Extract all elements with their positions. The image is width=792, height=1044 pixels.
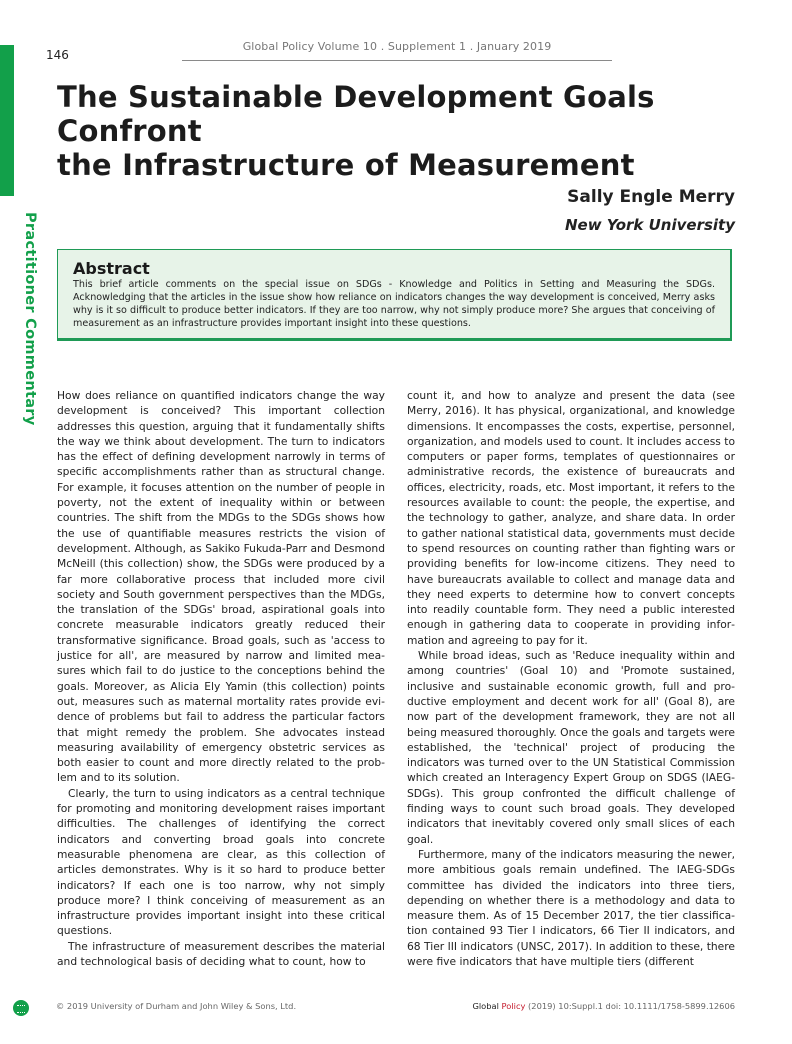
doi-citation: (2019) 10:Suppl.1 doi: 10.1111/1758-5899.12606: [525, 1001, 735, 1011]
author-affiliation: New York University: [564, 216, 735, 234]
abstract-box: [57, 249, 732, 341]
abstract-text: This brief article comments on the special issue on SDGs - Knowledge and Politics in Setting and Measuring the SDGs. Acknowledging that the articles in the issue show how reliance on indicators changes the way development is conceived, Merry asks why is it so difficult to produce better indicators. If they are too narrow, why not simply produce more? She argues that conceiving of measurement as an infrastructure provides important insight into these questions.: [73, 279, 715, 329]
paragraph: count it, and how to analyze and present the data (see Merry, 2016). It has physical, organizational, and knowledge dimensions. It encompasses the costs, expertise, personnel, organization, and models used to count. It includes access to computers or paper forms, templates of questionnaires or administrative records, the existence of bureaucrats and offices, electricity, roads, etc. Most important, it refers to the resources available to count: the people, the expertise, and the technology to gather, analyze, and share data. In order to gather national statistical data, governments must decide to spend resources on counting rather than fighting wars or providing benefits for low-income citizens. They need to have bureaucrats available to collect and manage data and they need experts to determine how to convert concepts into readily countable form. They need a public interested enough in gathering data to cooperate in providing information and agreeing to pay for it.: [407, 389, 735, 647]
copyright-notice: © 2019 University of Durham and John Wiley & Sons, Ltd.: [56, 1001, 297, 1011]
running-header: Global Policy Volume 10 . Supplement 1 . January 2019: [242, 40, 552, 53]
journal-name-policy: Policy: [501, 1001, 526, 1011]
body-column-right: [407, 388, 735, 969]
header-rule: [182, 60, 612, 61]
paragraph: How does reliance on quantified indicators change the way development is conceived? This important collection addresses this question, arguing that it fundamentally shifts the way we think about development. The turn to indicators has the effect of defining development narrowly in terms of specific accomplishments rather than as structural change. For example, it focuses attention on the number of people in poverty, not the extent of inequality within or between countries. The shift from the MDGs to the SDGs shows how the use of quantifiable measures restricts the vision of development. Although, as Sakiko Fukuda-Parr and Desmond McNeill (this collection) show, the SDGs were produced by a far more collaborative process that included more civil society and South government perspectives than the MDGs, the translation of the SDGs' broad, aspirational goals into concrete measurable indicators greatly reduced their transformative significance. Broad goals, such as 'access to justice for all', are measured by narrow and limited measures which fail to do justice to the conceptions behind the goals. Moreover, as Alicia Ely Yamin (this collection) points out, measures such as maternal mortality rates provide evidence of problems but fail to address the particular factors that might remedy the problem. She advocates instead measuring availability of emergency obstetric services as both easier to count and more directly related to the problem and to its solution.: [57, 389, 385, 785]
title-line-1: The Sustainable Development Goals Confront: [57, 80, 655, 148]
paragraph: Furthermore, many of the indicators measuring the newer, more ambitious goals remain undefined. The IAEG-SDGs committee has divided the indicators into three tiers, depending on whether there is a methodology and data to measure them. As of 15 December 2017, the tier classification contained 93 Tier I indicators, 66 Tier II indicators, and 68 Tier III indicators (UNSC, 2017). In addition to these, there were five indicators that have multiple tiers (different: [407, 847, 735, 968]
page-number: 146: [46, 48, 69, 62]
author-name: Sally Engle Merry: [567, 187, 735, 207]
paragraph: The infrastructure of measurement describes the material and technological basis of deciding what to count, how to: [57, 939, 385, 968]
open-access-icon: [13, 1000, 29, 1016]
title-line-2: the Infrastructure of Measurement: [57, 148, 635, 182]
journal-name-global: Global: [472, 1001, 499, 1011]
abstract-heading: Abstract: [73, 259, 150, 278]
article-title: [57, 80, 757, 182]
paragraph: While broad ideas, such as 'Reduce inequality within and among countries' (Goal 10) and 'Promote sustained, inclusive and sustainable economic growth, full and productive employment and decent work for all' (Goal 8), are now part of the development framework, they are not all being measured thoroughly. Once the goals and targets were established, the 'technical' project of producing the indicators was turned over to the UN Statistical Commission which created an Interagency Expert Group on SDGS (IAEG-SDGs). This group confronted the difficult challenge of finding ways to count such broad goals. They developed indicators that inevitably covered only small slices of each goal.: [407, 649, 735, 846]
citation-line: [472, 1001, 735, 1011]
paragraph: Clearly, the turn to using indicators as a central technique for promoting and monitoring development raises important difficulties. The challenges of identifying the correct indicators and converting broad goals into concrete measurable phenomena are clear, as this collection of articles demonstrates. Why is it so hard to produce better indicators? If each one is too narrow, why not simply produce more? I think conceiving of measurement as an infrastructure provides important insight into these critical questions.: [57, 786, 385, 938]
body-column-left: [57, 388, 385, 969]
section-color-bar: [0, 45, 14, 196]
section-label: Practitioner Commentary: [22, 212, 38, 426]
